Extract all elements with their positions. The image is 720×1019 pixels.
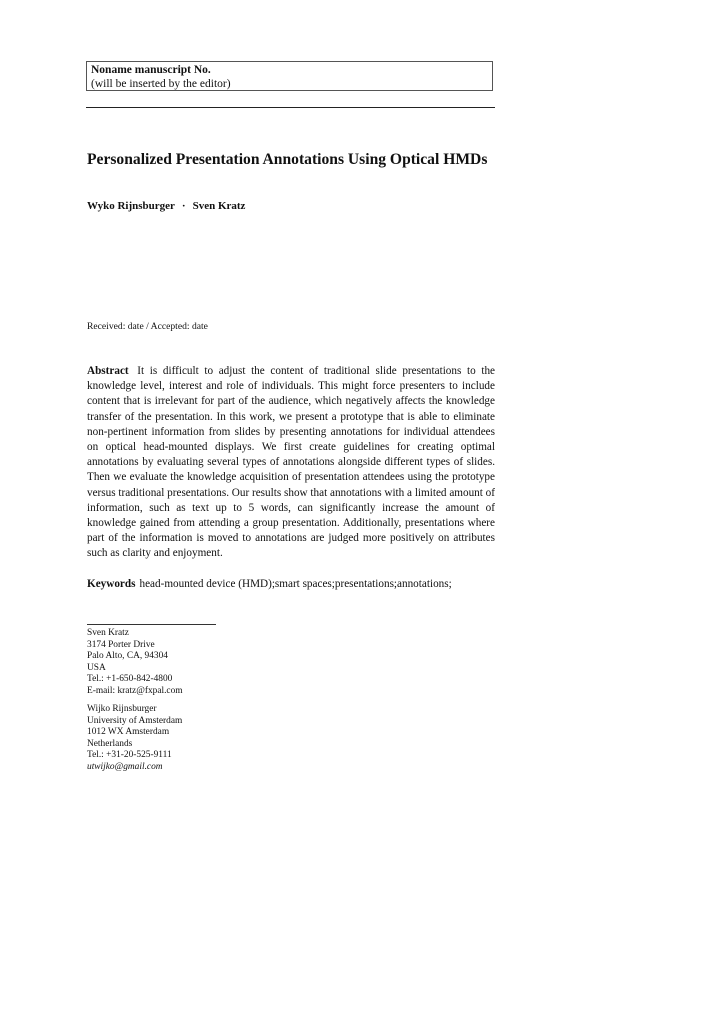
author-b-name: Wijko Rijnsburger <box>87 704 157 714</box>
received-date-line: Received: date / Accepted: date <box>87 321 208 332</box>
footnote-rule <box>87 624 216 625</box>
author-b-city: 1012 WX Amsterdam <box>87 727 170 738</box>
author-b-country: Netherlands <box>87 738 133 749</box>
header-rule <box>86 107 495 108</box>
paper-title: Personalized Presentation Annotations Using Optical HMDs <box>87 151 488 168</box>
abstract <box>87 364 495 562</box>
author-a-city: Palo Alto, CA, 94304 <box>87 651 168 662</box>
keywords-line <box>87 578 452 590</box>
author-line <box>87 200 245 212</box>
author-b-email[interactable]: utwijko@gmail.com <box>87 761 163 772</box>
author-a-country: USA <box>87 662 106 673</box>
author-b-org: University of Amsterdam <box>87 715 183 726</box>
keywords-label: Keywords <box>87 578 136 590</box>
author-a-email[interactable]: E-mail: kratz@fxpal.com <box>87 685 183 696</box>
abstract-text: It is difficult to adjust the content of traditional slide presentations to the knowledge level, interest and role of individuals. This might force presenters to include content that is irrelevant for part of the audience, which negatively affects the knowledge transfer of the presentation. In this work, we present a prototype that is able to eliminate non-pertinent information from slides by presenting annotations for individual attendees on optical head-mounted displays. We first create guidelines for creating optimal annotations by evaluating several types of annotations alongside different types of slides. Then we evaluate the knowledge acquisition of presentation attendees using the prototype versus traditional presentations. Our results show that annotations with a limited amount of information, such as text up to 5 words, can significantly increase the amount of knowledge gained from attending a group presentation. Additionally, presentations where part of the information is moved to annotations are judged more positively on attributes such as clarity and enjoyment. <box>87 365 496 560</box>
editor-note-line: (will be inserted by the editor) <box>91 78 231 90</box>
author-1: Wyko Rijnsburger <box>87 200 175 212</box>
author-a-street: 3174 Porter Drive <box>87 639 155 650</box>
author-a-address <box>87 628 183 698</box>
abstract-label: Abstract <box>87 365 129 377</box>
manuscript-number-box <box>86 61 493 91</box>
manuscript-number-line: Noname manuscript No. <box>91 64 211 76</box>
author-b-address <box>87 704 182 774</box>
author-a-tel: Tel.: +1-650-842-4800 <box>87 674 173 685</box>
author-b-tel: Tel.: +31-20-525-9111 <box>87 750 172 761</box>
author-a-name: Sven Kratz <box>87 628 129 638</box>
author-2: Sven Kratz <box>192 200 246 212</box>
author-separator: · <box>181 200 186 212</box>
keywords-text: head-mounted device (HMD);smart spaces;presentations;annotations; <box>139 578 452 590</box>
